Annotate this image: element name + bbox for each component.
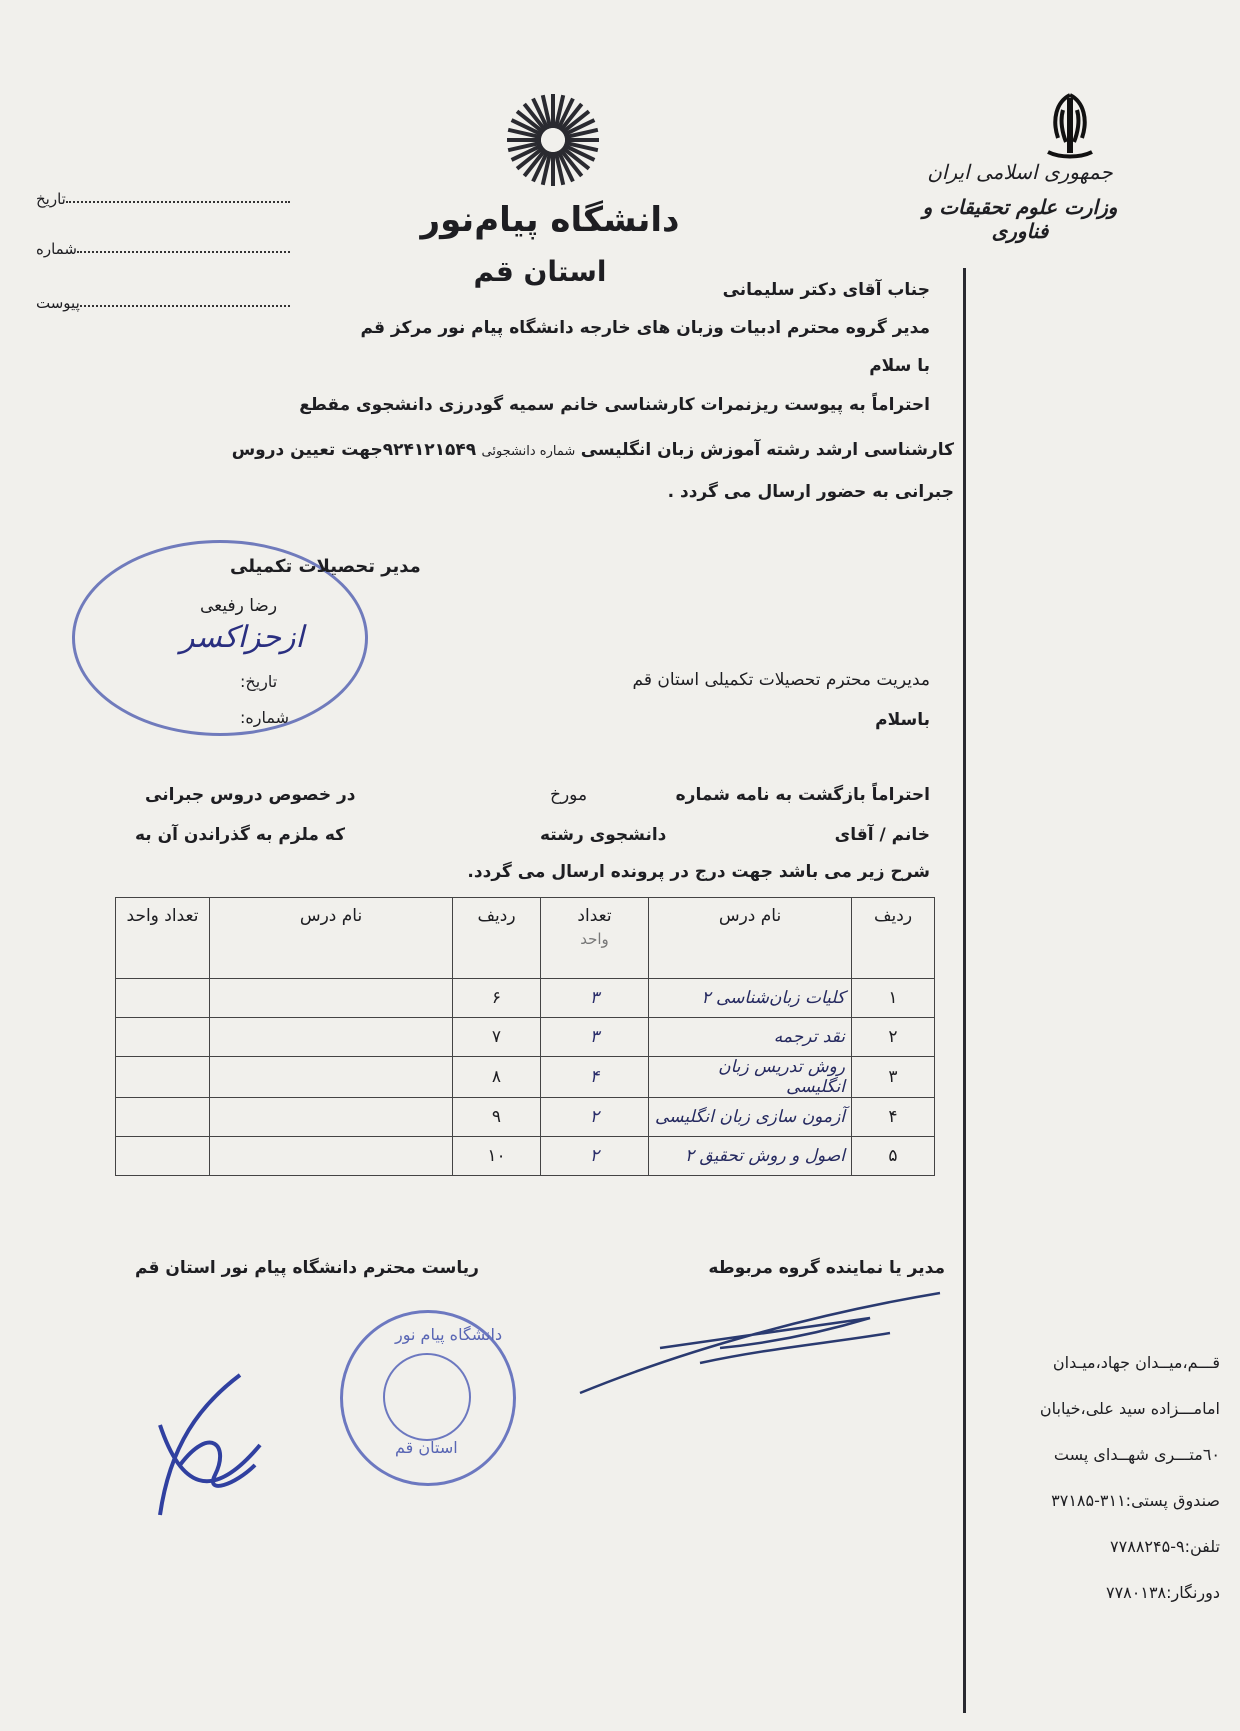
col-units bbox=[541, 898, 649, 979]
course-name: کلیات زبان‌شناسی ۲ bbox=[649, 979, 852, 1018]
course-units-2 bbox=[116, 1137, 210, 1176]
reply-line-1b: مورخ bbox=[550, 785, 588, 805]
row-number-2: ۹ bbox=[453, 1098, 541, 1137]
date-label: تاریخ bbox=[36, 190, 66, 208]
table-row bbox=[116, 979, 935, 1018]
date-field bbox=[30, 178, 290, 208]
letter-body-line-2a: کارشناسی ارشد رشته آموزش زبان انگلیسی bbox=[580, 440, 954, 460]
course-units: ۴ bbox=[541, 1057, 649, 1098]
course-units: ۲ bbox=[541, 1098, 649, 1137]
reply-line-1a: احتراماً بازگشت به نامه شماره bbox=[675, 785, 930, 805]
address-line-6: دورنگار:۷۷۸۰۱۳۸ bbox=[1105, 1583, 1220, 1602]
address-line-3: ٦٠متـــری شهــدای پست bbox=[1053, 1445, 1220, 1464]
course-name: روش تدریس زبان انگلیسی bbox=[649, 1057, 852, 1098]
row-number-2: ۱۰ bbox=[453, 1137, 541, 1176]
reply-addressee: مدیریت محترم تحصیلات تکمیلی استان قم bbox=[632, 670, 930, 690]
row-number: ۴ bbox=[852, 1098, 935, 1137]
course-units-2 bbox=[116, 1057, 210, 1098]
col-row: ردیف bbox=[852, 898, 935, 979]
row-number: ۳ bbox=[852, 1057, 935, 1098]
number-label: شماره bbox=[36, 240, 77, 258]
number-field bbox=[30, 228, 290, 258]
ministry-line-2: وزارت علوم تحقیقات و فناوری bbox=[922, 195, 1118, 243]
reply-line-2a: خانم / آقای bbox=[834, 825, 930, 845]
reply-line-2b: دانشجوی رشته bbox=[540, 825, 667, 845]
letter-body-line-2 bbox=[232, 440, 954, 460]
address-line-1: قـــم،میــدان جهاد،میـدان bbox=[1052, 1353, 1220, 1372]
table-row bbox=[116, 1018, 935, 1057]
course-units-2 bbox=[116, 1018, 210, 1057]
course-units-2 bbox=[116, 1098, 210, 1137]
stamp-number-label: شماره: bbox=[240, 708, 290, 727]
address-line-2: امامـــزاده سید علی،خیابان bbox=[1039, 1399, 1220, 1418]
round-stamp-logo bbox=[383, 1353, 471, 1441]
course-name-2 bbox=[210, 1137, 453, 1176]
course-name-2 bbox=[210, 979, 453, 1018]
course-units: ۳ bbox=[541, 979, 649, 1018]
iran-emblem-icon bbox=[1030, 90, 1110, 160]
course-units-2 bbox=[116, 979, 210, 1018]
ministry-line-1: جمهوری اسلامی ایران bbox=[927, 160, 1113, 184]
province-name: استان قم bbox=[473, 255, 607, 288]
president-signature bbox=[140, 1365, 280, 1525]
table-header-row bbox=[116, 898, 935, 979]
reply-line-2c: که ملزم به گذراندن آن به bbox=[135, 825, 346, 845]
stamp-title: مدیر تحصیلات تکمیلی bbox=[230, 556, 421, 577]
letter-body-line-2b: شماره دانشجوئی bbox=[481, 444, 576, 459]
group-manager-label: مدیر یا نماینده گروه مربوطه bbox=[708, 1258, 945, 1278]
stamp-name: رضا رفیعی bbox=[200, 596, 278, 616]
course-name-2 bbox=[210, 1098, 453, 1137]
reply-greeting: باسلام bbox=[875, 710, 930, 730]
course-name-2 bbox=[210, 1057, 453, 1098]
group-manager-signature bbox=[570, 1288, 950, 1398]
letter-body-line-2c: ۹۲۴۱۲۱۵۴۹جهت تعیین دروس bbox=[231, 440, 477, 460]
office-address bbox=[970, 1340, 1220, 1616]
university-name: دانشگاه پیام‌نور bbox=[420, 200, 680, 240]
stamp-date-label: تاریخ: bbox=[240, 672, 278, 691]
col-row-2: ردیف bbox=[453, 898, 541, 979]
course-units: ۳ bbox=[541, 1018, 649, 1057]
address-line-4: صندوق پستی:۳۱۱-۳۷۱۸۵ bbox=[1051, 1491, 1220, 1510]
table-row bbox=[116, 1137, 935, 1176]
reply-line-3: شرح زیر می باشد جهت درج در پرونده ارسال می گردد. bbox=[467, 862, 930, 882]
course-units: ۲ bbox=[541, 1137, 649, 1176]
table-row bbox=[116, 1098, 935, 1137]
university-head-label: ریاست محترم دانشگاه پیام نور استان قم bbox=[135, 1258, 479, 1278]
col-units-label: تعداد bbox=[577, 906, 612, 926]
letter-body-line-3: جبرانی به حضور ارسال می گردد . bbox=[667, 482, 954, 502]
attachment-field bbox=[30, 282, 290, 312]
row-number-2: ۷ bbox=[453, 1018, 541, 1057]
course-name: نقد ترجمه bbox=[649, 1018, 852, 1057]
letter-body-line-1: احتراماً به پیوست ریزنمرات کارشناسی خانم سمیه گودرزی دانشجوی مقطع bbox=[299, 395, 930, 415]
course-name-2 bbox=[210, 1018, 453, 1057]
col-units-2: تعداد واحد bbox=[116, 898, 210, 979]
attachment-label: پیوست bbox=[36, 294, 80, 312]
payame-noor-sunburst-logo bbox=[498, 90, 608, 190]
margin-rule bbox=[963, 268, 966, 1713]
row-number-2: ۸ bbox=[453, 1057, 541, 1098]
col-units-sub: واحد bbox=[580, 930, 609, 948]
letter-greeting: با سلام bbox=[869, 356, 930, 376]
course-table bbox=[115, 897, 935, 1176]
col-course-2: نام درس bbox=[210, 898, 453, 979]
reply-line-1c: در خصوص دروس جبرانی bbox=[145, 785, 356, 805]
round-stamp-top-text: دانشگاه پیام نور bbox=[395, 1325, 503, 1344]
row-number: ۲ bbox=[852, 1018, 935, 1057]
round-stamp-bottom-text: استان قم bbox=[395, 1438, 458, 1457]
letter-addressee: جناب آقای دکتر سلیمانی bbox=[722, 280, 930, 300]
letter-addressee-title: مدیر گروه محترم ادبیات وزبان های خارجه دانشگاه پیام نور مرکز قم bbox=[360, 318, 930, 338]
row-number: ۱ bbox=[852, 979, 935, 1018]
stamp-signature: ازحزاکسر bbox=[180, 620, 304, 655]
course-name: اصول و روش تحقیق ۲ bbox=[649, 1137, 852, 1176]
row-number-2: ۶ bbox=[453, 979, 541, 1018]
row-number: ۵ bbox=[852, 1137, 935, 1176]
col-course: نام درس bbox=[649, 898, 852, 979]
course-name: آزمون سازی زبان انگلیسی bbox=[649, 1098, 852, 1137]
table-row bbox=[116, 1057, 935, 1098]
address-line-5: تلفن:۹-۷۷۸۸۲۴۵ bbox=[1110, 1537, 1220, 1556]
